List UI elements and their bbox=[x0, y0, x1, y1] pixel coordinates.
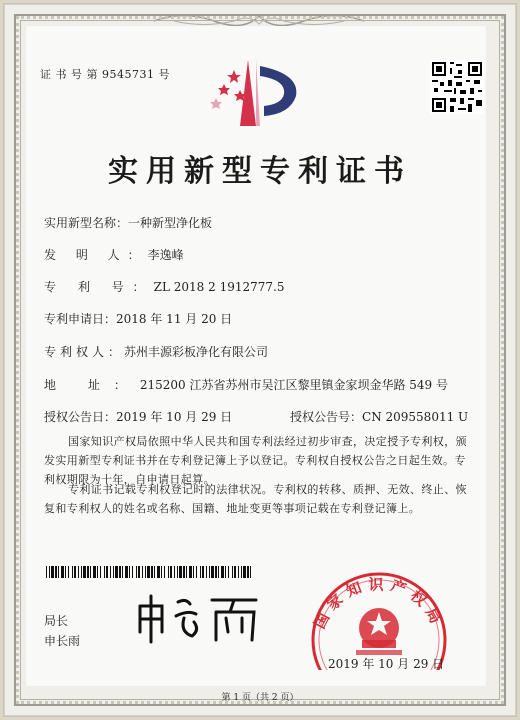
certificate-number: 证 书 号 第 9545731 号 bbox=[40, 68, 170, 81]
field-filing-date-label: 专利申请日： bbox=[44, 312, 117, 326]
field-patent-no-label: 专 利 号： bbox=[44, 280, 154, 294]
field-grant-no bbox=[290, 408, 468, 425]
field-address bbox=[44, 376, 448, 393]
seal-text: 国家知识产权局 bbox=[310, 575, 448, 632]
director-signature bbox=[134, 592, 264, 644]
field-grant-no-label: 授权公告号： bbox=[290, 410, 363, 424]
field-patent-no bbox=[44, 278, 284, 295]
legal-paragraph-2: 专利证书记载专利权登记时的法律状况。专利权的转移、质押、无效、终止、恢复和专利权人的姓名或名称、国籍、地址变更等事项记载在专利登记簿上。 bbox=[44, 483, 467, 515]
field-patentee bbox=[44, 343, 268, 360]
certificate-title: 实用新型专利证书 bbox=[108, 154, 412, 189]
page-number: 第 1 页（共 2 页） bbox=[221, 693, 299, 703]
barcode-icon bbox=[46, 566, 252, 578]
patent-office-logo bbox=[200, 56, 320, 132]
field-grant-no-value: CN 209558011 U bbox=[362, 410, 469, 424]
field-filing-date-value: 2018 年 11 月 20 日 bbox=[116, 312, 233, 326]
field-inventor-label: 发 明 人： bbox=[44, 248, 148, 262]
field-grant-date-value: 2019 年 10 月 29 日 bbox=[116, 410, 233, 424]
signatory-name: 申长雨 bbox=[44, 634, 81, 648]
qr-code-icon bbox=[430, 60, 484, 114]
field-inventor-value: 李逸峰 bbox=[147, 248, 184, 262]
field-patentee-label: 专利权人： bbox=[44, 345, 125, 359]
legal-paragraph-1: 国家知识产权局依照中华人民共和国专利法经过初步审查，决定授予专利权，颁发实用新型专利证书并在专利登记簿上予以登记。专利权自授权公告之日起生效。专利权期限为十年，自申请日起算。 bbox=[44, 435, 467, 486]
field-address-value: 215200 江苏省苏州市吴江区黎里镇金家坝金华路 549 号 bbox=[139, 378, 448, 392]
field-patent-no-value: ZL 2018 2 1912777.5 bbox=[153, 280, 285, 294]
seal-date: 2019 年 10 月 29 日 bbox=[328, 657, 445, 671]
field-grant-date bbox=[44, 408, 232, 425]
field-grant-date-label: 授权公告日： bbox=[44, 410, 117, 424]
field-inventor bbox=[44, 246, 184, 263]
field-filing-date bbox=[44, 310, 232, 327]
field-address-label: 地 址： bbox=[44, 378, 140, 392]
field-name-value: 一种新型净化板 bbox=[128, 216, 213, 230]
field-name bbox=[44, 214, 212, 231]
field-name-label: 实用新型名称： bbox=[44, 216, 129, 230]
signatory-title: 局长 bbox=[44, 614, 69, 628]
field-patentee-value: 苏州丰源彩板净化有限公司 bbox=[124, 345, 269, 359]
